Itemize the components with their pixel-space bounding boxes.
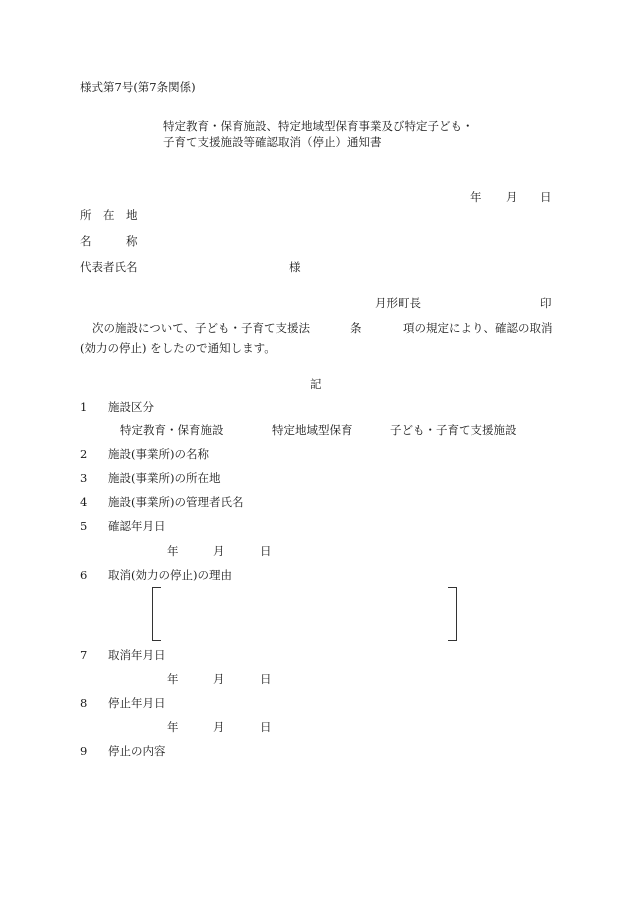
- confirm-year: 年: [167, 544, 179, 558]
- confirm-month: 月: [213, 544, 225, 558]
- item-8-label: 停止年月日: [108, 696, 166, 710]
- body-line1-c: 項の規定により、確認の取消: [403, 321, 553, 335]
- item-5-label: 確認年月日: [108, 519, 166, 533]
- reason-bracket-left: [152, 587, 161, 641]
- suspend-month: 月: [213, 720, 225, 734]
- reason-bracket-right: [448, 587, 457, 641]
- item-7-label: 取消年月日: [108, 648, 166, 662]
- category-2: 特定地域型保育: [272, 423, 353, 437]
- suspend-day: 日: [260, 720, 272, 734]
- address-label: 所 在 地: [80, 208, 138, 222]
- category-1: 特定教育・保育施設: [120, 423, 224, 437]
- item-2-label: 施設(事業所)の名称: [108, 447, 209, 461]
- body-line2: (効力の停止) をしたので通知します。: [80, 341, 276, 355]
- item-9-label: 停止の内容: [108, 744, 166, 758]
- suspend-year: 年: [167, 720, 179, 734]
- item-3-number: 3: [80, 471, 88, 485]
- item-1-number: 1: [80, 400, 88, 414]
- item-9-number: 9: [80, 744, 88, 758]
- body-line1-b: 条: [350, 321, 362, 335]
- item-4-label: 施設(事業所)の管理者氏名: [108, 495, 244, 509]
- item-4-number: 4: [80, 495, 88, 509]
- item-6-label: 取消(効力の停止)の理由: [108, 568, 232, 582]
- honorific: 様: [289, 260, 301, 274]
- date-day: 日: [540, 190, 552, 204]
- confirm-day: 日: [260, 544, 272, 558]
- title-line-1: 特定教育・保育施設、特定地域型保育事業及び特定子ども・: [163, 119, 474, 133]
- category-3: 子ども・子育て支援施設: [390, 423, 517, 437]
- body-line1-a: 次の施設について、子ども・子育て支援法: [92, 321, 311, 335]
- issuer-name: 月形町長: [375, 296, 421, 310]
- item-3-label: 施設(事業所)の所在地: [108, 471, 221, 485]
- cancel-month: 月: [213, 672, 225, 686]
- title-line-2: 子育て支援施設等確認取消（停止）通知書: [163, 135, 382, 149]
- name-label: 名 称: [80, 234, 138, 248]
- item-5-number: 5: [80, 519, 88, 533]
- item-8-number: 8: [80, 696, 88, 710]
- cancel-year: 年: [167, 672, 179, 686]
- date-year: 年: [470, 190, 482, 204]
- seal-mark: 印: [540, 296, 552, 310]
- item-7-number: 7: [80, 648, 88, 662]
- ki-heading: 記: [310, 377, 322, 391]
- representative-label: 代表者氏名: [80, 260, 138, 274]
- cancel-day: 日: [260, 672, 272, 686]
- form-number: 様式第7号(第7条関係): [80, 80, 196, 94]
- item-2-number: 2: [80, 447, 88, 461]
- item-6-number: 6: [80, 568, 88, 582]
- item-1-label: 施設区分: [108, 400, 154, 414]
- date-month: 月: [506, 190, 518, 204]
